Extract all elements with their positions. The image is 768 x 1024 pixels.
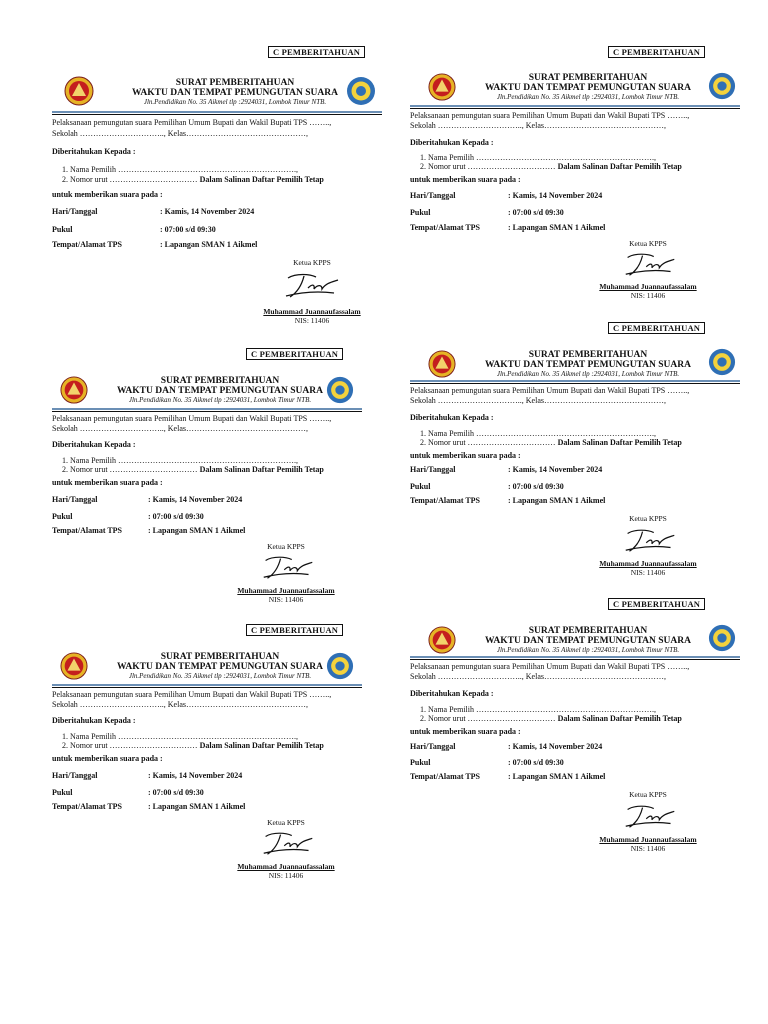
untuk-label: untuk memberikan suara pada : xyxy=(52,190,163,199)
hari-value: : Kamis, 14 November 2024 xyxy=(160,207,255,216)
pukul-value: : 07:00 s/d 09:30 xyxy=(160,225,216,234)
notice-address: Jln.Pendidikan No. 35 Aikmel tlp :2924031, Lombok Timur NTB. xyxy=(496,370,680,378)
sekolah-line: Sekolah ………………………….., Kelas………………………………………, xyxy=(410,672,666,681)
school-logo-icon xyxy=(708,624,736,657)
notice-title: SURAT PEMBERITAHUAN xyxy=(175,78,295,88)
notice-title: SURAT PEMBERITAHUAN xyxy=(160,652,280,662)
diberitahukan-label: Diberitahukan Kepada : xyxy=(410,138,494,147)
notice-subtitle: WAKTU DAN TEMPAT PEMUNGUTAN SUARA xyxy=(484,636,692,646)
notice-card-1 xyxy=(0,0,400,330)
notice-subtitle: WAKTU DAN TEMPAT PEMUNGUTAN SUARA xyxy=(484,83,692,93)
nomor-urut-line xyxy=(62,465,324,475)
ketua-name: Muhammad Juannaufassalam xyxy=(599,282,697,291)
pukul-label: Pukul xyxy=(52,512,73,521)
daftar-pemilih-text: Dalam Salinan Daftar Pemilih Tetap xyxy=(555,162,682,171)
nomor-urut-line xyxy=(420,438,682,448)
pukul-value: : 07:00 s/d 09:30 xyxy=(508,758,564,767)
pelaksanaan-line: Pelaksanaan pemungutan suara Pemilihan Umum Bupati dan Wakil Bupati TPS …….., xyxy=(410,111,690,120)
header-rule xyxy=(52,684,362,686)
notice-card-4 xyxy=(368,276,768,586)
header-rule xyxy=(52,111,382,113)
notice-tag: C PEMBERITAHUAN xyxy=(608,598,705,610)
tempat-value: : Lapangan SMAN 1 Aikmel xyxy=(508,496,606,505)
nama-pemilih-line: 1. Nama Pemilih …………………………………………………………., xyxy=(420,705,656,714)
diberitahukan-label: Diberitahukan Kepada : xyxy=(52,147,136,156)
tempat-label: Tempat/Alamat TPS xyxy=(52,240,123,249)
ketua-name: Muhammad Juannaufassalam xyxy=(237,586,335,595)
nomor-urut-text: 2. Nomor urut …………………………… xyxy=(62,465,198,474)
ketua-name: Muhammad Juannaufassalam xyxy=(263,307,361,316)
notice-tag: C PEMBERITAHUAN xyxy=(608,322,705,334)
sekolah-line: Sekolah ………………………….., Kelas………………………………………, xyxy=(52,424,308,433)
pelaksanaan-line: Pelaksanaan pemungutan suara Pemilihan Umum Bupati dan Wakil Bupati TPS …….., xyxy=(52,118,332,127)
nama-pemilih-line: 1. Nama Pemilih …………………………………………………………., xyxy=(62,165,298,174)
tempat-value: : Lapangan SMAN 1 Aikmel xyxy=(508,772,606,781)
pukul-label: Pukul xyxy=(52,225,73,234)
sekolah-line: Sekolah ………………………….., Kelas………………………………………, xyxy=(52,700,308,709)
pukul-label: Pukul xyxy=(410,482,431,491)
ketua-label: Ketua KPPS xyxy=(267,542,305,551)
header-rule xyxy=(410,380,740,382)
notice-subtitle: WAKTU DAN TEMPAT PEMUNGUTAN SUARA xyxy=(131,88,339,98)
notice-title: SURAT PEMBERITAHUAN xyxy=(528,73,648,83)
pukul-value: : 07:00 s/d 09:30 xyxy=(148,512,204,521)
notice-heading xyxy=(90,376,350,405)
nomor-urut-text: 2. Nomor urut …………………………… xyxy=(62,741,198,750)
ketua-nis: NIS: 11406 xyxy=(268,871,304,880)
diberitahukan-label: Diberitahukan Kepada : xyxy=(410,413,494,422)
notice-address: Jln.Pendidikan No. 35 Aikmel tlp :2924031, Lombok Timur NTB. xyxy=(128,396,312,404)
tempat-label: Tempat/Alamat TPS xyxy=(410,772,481,781)
notice-card-2 xyxy=(368,0,768,308)
untuk-label: untuk memberikan suara pada : xyxy=(52,754,163,763)
hari-label: Hari/Tanggal xyxy=(410,742,456,751)
notice-tag: C PEMBERITAHUAN xyxy=(246,624,343,636)
ketua-nis: NIS: 11406 xyxy=(294,316,330,325)
header-rule-thin xyxy=(52,687,362,688)
notice-card-3 xyxy=(0,300,390,610)
header-rule-thin xyxy=(52,411,362,412)
diberitahukan-label: Diberitahukan Kepada : xyxy=(52,716,136,725)
untuk-label: untuk memberikan suara pada : xyxy=(410,175,521,184)
pelaksanaan-line: Pelaksanaan pemungutan suara Pemilihan Umum Bupati dan Wakil Bupati TPS …….., xyxy=(52,690,332,699)
school-logo-icon xyxy=(326,376,354,409)
signature-icon xyxy=(622,802,678,835)
header-rule-thin xyxy=(410,383,740,384)
notice-tag: C PEMBERITAHUAN xyxy=(608,46,705,58)
school-logo-icon xyxy=(326,652,354,685)
ketua-label: Ketua KPPS xyxy=(293,258,331,267)
nomor-urut-line xyxy=(62,175,324,185)
pukul-label: Pukul xyxy=(410,758,431,767)
notice-address: Jln.Pendidikan No. 35 Aikmel tlp :2924031, Lombok Timur NTB. xyxy=(496,93,680,101)
hari-label: Hari/Tanggal xyxy=(52,207,98,216)
pukul-label: Pukul xyxy=(410,208,431,217)
pelaksanaan-line: Pelaksanaan pemungutan suara Pemilihan Umum Bupati dan Wakil Bupati TPS …….., xyxy=(410,662,690,671)
header-rule-thin xyxy=(410,108,740,109)
hari-value: : Kamis, 14 November 2024 xyxy=(148,495,243,504)
daftar-pemilih-text: Dalam Salinan Daftar Pemilih Tetap xyxy=(197,465,324,474)
ketua-nis: NIS: 11406 xyxy=(630,568,666,577)
school-logo-icon xyxy=(708,348,736,381)
hari-value: : Kamis, 14 November 2024 xyxy=(508,465,603,474)
daftar-pemilih-text: Dalam Salinan Daftar Pemilih Tetap xyxy=(555,438,682,447)
notice-address: Jln.Pendidikan No. 35 Aikmel tlp :2924031, Lombok Timur NTB. xyxy=(496,646,680,654)
hari-label: Hari/Tanggal xyxy=(410,191,456,200)
ketua-nis: NIS: 11406 xyxy=(630,844,666,853)
kpu-logo-icon xyxy=(428,71,456,108)
notice-subtitle: WAKTU DAN TEMPAT PEMUNGUTAN SUARA xyxy=(116,386,324,396)
pelaksanaan-line: Pelaksanaan pemungutan suara Pemilihan Umum Bupati dan Wakil Bupati TPS …….., xyxy=(410,386,690,395)
pukul-label: Pukul xyxy=(52,788,73,797)
nomor-urut-text: 2. Nomor urut …………………………… xyxy=(420,162,556,171)
untuk-label: untuk memberikan suara pada : xyxy=(410,727,521,736)
tempat-value: : Lapangan SMAN 1 Aikmel xyxy=(508,223,606,232)
tempat-value: : Lapangan SMAN 1 Aikmel xyxy=(148,526,246,535)
untuk-label: untuk memberikan suara pada : xyxy=(410,451,521,460)
pukul-value: : 07:00 s/d 09:30 xyxy=(508,482,564,491)
sekolah-line: Sekolah ………………………….., Kelas………………………………………, xyxy=(52,129,308,138)
hari-value: : Kamis, 14 November 2024 xyxy=(508,742,603,751)
pukul-value: : 07:00 s/d 09:30 xyxy=(508,208,564,217)
nama-pemilih-line: 1. Nama Pemilih …………………………………………………………., xyxy=(62,732,298,741)
tempat-label: Tempat/Alamat TPS xyxy=(52,526,123,535)
notice-card-6 xyxy=(368,552,768,862)
pukul-value: : 07:00 s/d 09:30 xyxy=(148,788,204,797)
hari-value: : Kamis, 14 November 2024 xyxy=(148,771,243,780)
notice-heading xyxy=(100,78,370,107)
tempat-label: Tempat/Alamat TPS xyxy=(52,802,123,811)
ketua-nis: NIS: 11406 xyxy=(630,291,666,300)
header-rule-thin xyxy=(410,659,740,660)
hari-label: Hari/Tanggal xyxy=(52,771,98,780)
nama-pemilih-line: 1. Nama Pemilih …………………………………………………………., xyxy=(420,153,656,162)
header-rule-thin xyxy=(52,114,382,115)
nomor-urut-line xyxy=(420,162,682,172)
notice-card-5 xyxy=(0,576,390,886)
nomor-urut-line xyxy=(62,741,324,751)
header-rule xyxy=(52,408,362,410)
diberitahukan-label: Diberitahukan Kepada : xyxy=(52,440,136,449)
tempat-label: Tempat/Alamat TPS xyxy=(410,496,481,505)
kpu-logo-icon xyxy=(64,74,94,113)
notice-title: SURAT PEMBERITAHUAN xyxy=(528,350,648,360)
ketua-nis: NIS: 11406 xyxy=(268,595,304,604)
daftar-pemilih-text: Dalam Salinan Daftar Pemilih Tetap xyxy=(197,741,324,750)
daftar-pemilih-text: Dalam Salinan Daftar Pemilih Tetap xyxy=(197,175,324,184)
diberitahukan-label: Diberitahukan Kepada : xyxy=(410,689,494,698)
notice-tag: C PEMBERITAHUAN xyxy=(246,348,343,360)
notice-heading xyxy=(458,73,718,102)
notice-title: SURAT PEMBERITAHUAN xyxy=(160,376,280,386)
ketua-label: Ketua KPPS xyxy=(267,818,305,827)
notice-address: Jln.Pendidikan No. 35 Aikmel tlp :2924031, Lombok Timur NTB. xyxy=(128,672,312,680)
school-logo-icon xyxy=(708,72,736,105)
ketua-name: Muhammad Juannaufassalam xyxy=(599,559,697,568)
hari-label: Hari/Tanggal xyxy=(52,495,98,504)
notice-address: Jln.Pendidikan No. 35 Aikmel tlp :2924031, Lombok Timur NTB. xyxy=(143,98,327,106)
ketua-name: Muhammad Juannaufassalam xyxy=(599,835,697,844)
notice-subtitle: WAKTU DAN TEMPAT PEMUNGUTAN SUARA xyxy=(116,662,324,672)
ketua-label: Ketua KPPS xyxy=(629,239,667,248)
nomor-urut-text: 2. Nomor urut …………………………… xyxy=(420,714,556,723)
nomor-urut-text: 2. Nomor urut …………………………… xyxy=(62,175,198,184)
header-rule xyxy=(410,105,740,107)
pelaksanaan-line: Pelaksanaan pemungutan suara Pemilihan Umum Bupati dan Wakil Bupati TPS …….., xyxy=(52,414,332,423)
signature-icon xyxy=(260,829,316,862)
untuk-label: untuk memberikan suara pada : xyxy=(52,478,163,487)
ketua-name: Muhammad Juannaufassalam xyxy=(237,862,335,871)
notice-subtitle: WAKTU DAN TEMPAT PEMUNGUTAN SUARA xyxy=(484,360,692,370)
kpu-logo-icon xyxy=(60,650,88,687)
ketua-label: Ketua KPPS xyxy=(629,514,667,523)
notice-heading xyxy=(458,350,718,379)
sekolah-line: Sekolah ………………………….., Kelas………………………………………, xyxy=(410,121,666,130)
tempat-value: : Lapangan SMAN 1 Aikmel xyxy=(148,802,246,811)
notice-title: SURAT PEMBERITAHUAN xyxy=(528,626,648,636)
tempat-label: Tempat/Alamat TPS xyxy=(410,223,481,232)
kpu-logo-icon xyxy=(60,374,88,411)
header-rule xyxy=(410,656,740,658)
nomor-urut-text: 2. Nomor urut …………………………… xyxy=(420,438,556,447)
hari-label: Hari/Tanggal xyxy=(410,465,456,474)
daftar-pemilih-text: Dalam Salinan Daftar Pemilih Tetap xyxy=(555,714,682,723)
nomor-urut-line xyxy=(420,714,682,724)
nama-pemilih-line: 1. Nama Pemilih …………………………………………………………., xyxy=(420,429,656,438)
tempat-value: : Lapangan SMAN 1 Aikmel xyxy=(160,240,258,249)
sekolah-line: Sekolah ………………………….., Kelas………………………………………, xyxy=(410,396,666,405)
notice-heading xyxy=(90,652,350,681)
hari-value: : Kamis, 14 November 2024 xyxy=(508,191,603,200)
nama-pemilih-line: 1. Nama Pemilih …………………………………………………………., xyxy=(62,456,298,465)
notice-tag: C PEMBERITAHUAN xyxy=(268,46,365,58)
ketua-label: Ketua KPPS xyxy=(629,790,667,799)
notice-heading xyxy=(458,626,718,655)
